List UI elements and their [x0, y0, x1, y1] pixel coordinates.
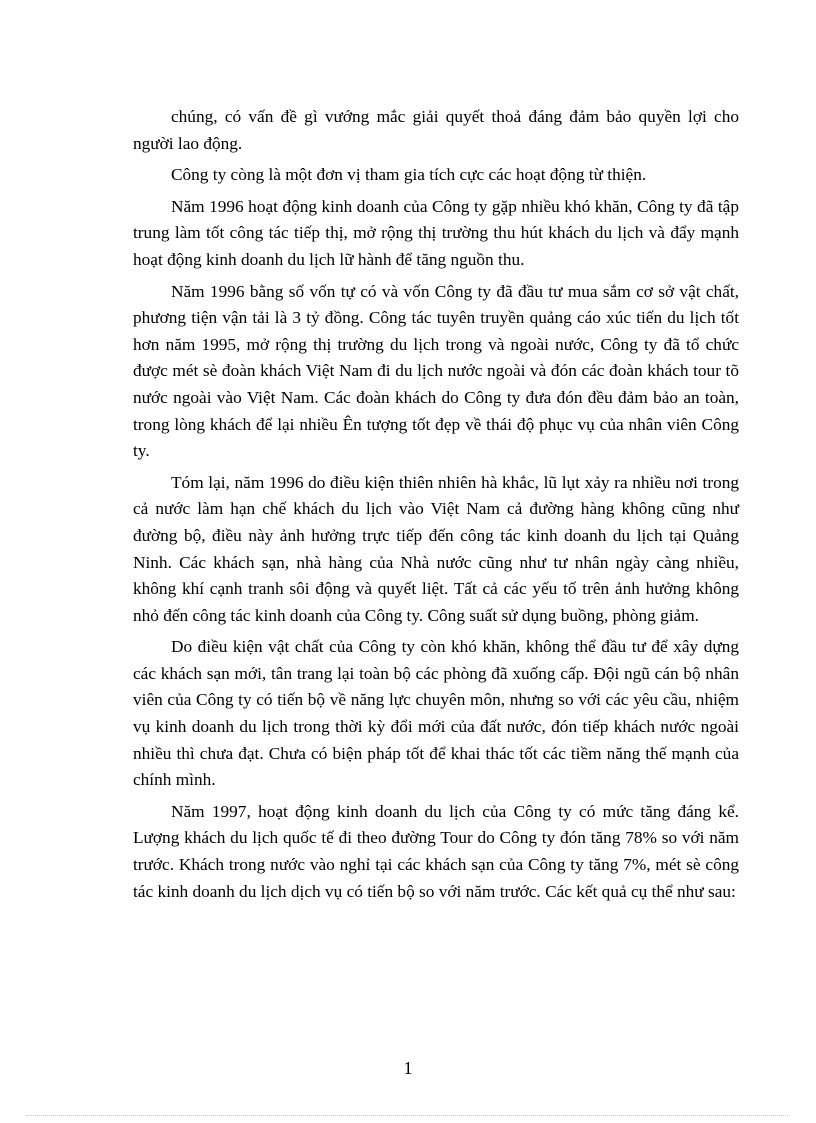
paragraph-limitations: Do điều kiện vật chất của Công ty còn khó khăn, không thể đầu tư để xây dựng các khách sạn mới, tân trang lại toàn bộ các phòng đã xuống cấp. Đội ngũ cán bộ nhân viên của Công ty có tiến bộ về năng lực chuyên môn, nhưng so với các yêu cầu, nhiệm vụ kinh doanh du lịch trong thời kỳ đổi mới của đất nước, đón tiếp khách nước ngoài nhiều thì chưa đạt. Chưa có biện pháp tốt để khai thác tốt các tiềm năng thế mạnh của chính mình.	[133, 637, 739, 790]
paragraph-1997-results: Năm 1997, hoạt động kinh doanh du lịch của Công ty có mức tăng đáng kể. Lượng khách du lịch quốc tế đi theo đường Tour do Công ty đón tăng 78% so với năm trước. Khách trong nước vào nghỉ tại các khách sạn của Công ty tăng 7%, mét sè công tác kinh doanh du lịch dịch vụ có tiến bộ so với năm trước. Các kết quả cụ thể như sau:	[133, 801, 739, 901]
document-body	[133, 104, 739, 910]
paragraph-summary: Tóm lại, năm 1996 do điều kiện thiên nhiên hà khắc, lũ lụt xảy ra nhiều nơi trong cả nước làm hạn chế khách du lịch vào Việt Nam cả đường hàng không cũng như đường bộ, điều này ảnh hưởng trực tiếp đến công tác kinh doanh du lịch tại Quảng Ninh. Các khách sạn, nhà hàng của Nhà nước cũng như tư nhân ngày càng nhiều, không khí cạnh tranh sôi động và quyết liệt. Tất cả các yếu tố trên ảnh hưởng không nhỏ đến công tác kinh doanh của Công ty. Công suất sử dụng buồng, phòng giảm.	[133, 472, 739, 625]
paragraph-charity: Công ty còng là một đơn vị tham gia tích cực các hoạt động từ thiện.	[171, 165, 647, 185]
paragraph-1996-difficulties: Năm 1996 hoạt động kinh doanh của Công ty gặp nhiều khó khăn, Công ty đã tập trung làm tốt công tác tiếp thị, mở rộng thị trường thu hút khách du lịch và đẩy mạnh hoạt động kinh doanh du lịch lữ hành để tăng nguồn thu.	[133, 196, 739, 269]
page-number: 1	[403, 1058, 413, 1078]
page-bottom-divider	[26, 1115, 790, 1116]
paragraph-1996-investment: Năm 1996 bằng số vốn tự có và vốn Công ty đã đầu tư mua sắm cơ sở vật chất, phương tiện vận tải là 3 tỷ đồng. Công tác tuyên truyền quảng cáo xúc tiến du lịch tốt hơn năm 1995, mở rộng thị trường du lịch trong và ngoài nước, Công ty đã tổ chức được mét sè đoàn khách Việt Nam đi du lịch nước ngoài và đón các đoàn khách tour tõ nước ngoài vào Việt Nam. Các đoàn khách do Công ty đưa đón đều đảm bảo an toàn, trong lòng khách để lại nhiều Ên tượng tốt đẹp về thái độ phục vụ của nhân viên Công ty.	[133, 281, 739, 461]
paragraph-continuation: chúng, có vấn đề gì vướng mắc giải quyết thoả đáng đảm bảo quyền lợi cho người lao động.	[133, 107, 739, 153]
